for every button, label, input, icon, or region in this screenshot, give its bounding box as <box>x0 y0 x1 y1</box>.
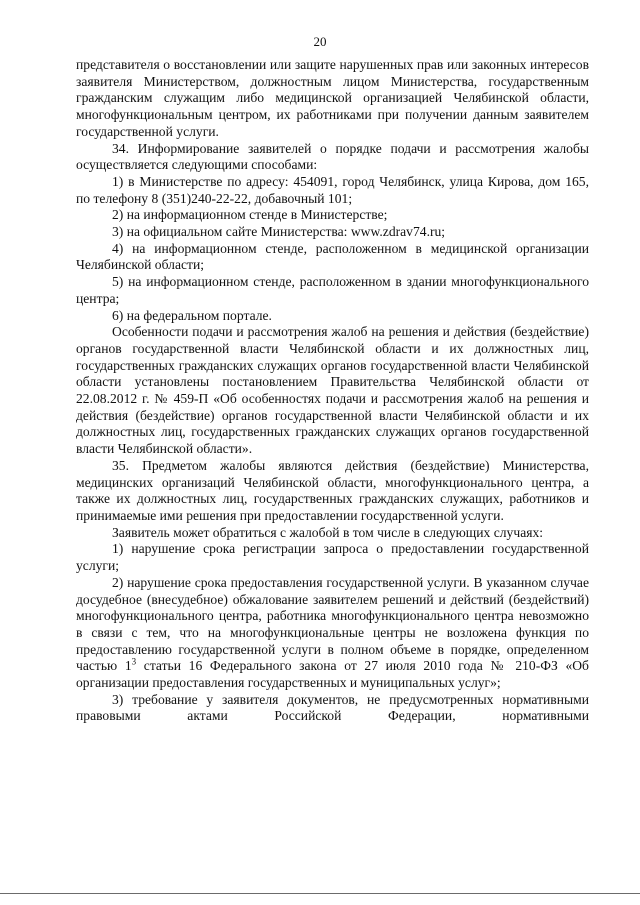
list-item-federal-portal: 6) на федеральном портале. <box>112 307 272 323</box>
page-bottom-rule <box>0 893 640 894</box>
list-item-info-stand-medical: 4) на информационном стенде, расположенном в медицинской организации Челябинской области; <box>76 240 589 273</box>
page-number: 20 <box>313 34 327 49</box>
list-item-info-stand-ministry: 2) на информационном стенде в Министерстве; <box>112 207 388 223</box>
paragraph-item-34: 34. Информирование заявителей о порядке подачи и рассмотрения жалобы осуществляется следующими способами: <box>76 140 589 173</box>
list-item-documents-requirement: 3) требование у заявителя документов, не предусмотренных нормативными правовыми актами Российской Федерации, нормативными <box>76 691 589 724</box>
paragraph-continuation: представителя о восстановлении или защите нарушенных прав или законных интересов заявителя Министерством, должностным лицом Министерства, государственным гражданским служащим либо медицинской организацией Челябинской области, многофункциональным центром, их работниками при получении данным заявителем государственной услуги. <box>76 57 589 139</box>
document-body <box>76 57 589 725</box>
list-item-service-deadline <box>76 575 589 692</box>
list-item-info-stand-mfc: 5) на информационном стенде, расположенном в здании многофункционального центра; <box>76 274 589 306</box>
paragraph-complaint-cases: Заявитель может обратиться с жалобой в том числе в следующих случаях: <box>112 524 544 540</box>
list-item-ministry-address: 1) в Министерстве по адресу: 454091, город Челябинск, улица Кирова, дом 165, по телефону 8 (351)240-22-22, добавочный 101; <box>76 173 589 206</box>
service-deadline-text-cont: статьи 16 Федерального закона от 27 июля 2010 года № 210-ФЗ «Об организации предоставления государственных и муниципальных услуг»; <box>76 658 589 691</box>
paragraph-complaint-features: Особенности подачи и рассмотрения жалоб на решения и действия (бездействие) органов государственной власти Челябинской области и их должностных лиц, государственных гражданских служащих органов государственной власти Челябинской области установлены постановлением Правительства Челябинской области от 22.08.2012 г. № 459-П «Об особенностях подачи и рассмотрения жалоб на решения и действия (бездействие) органов государственной власти Челябинской области и их должностных лиц, государственных гражданских служащих органов государственной власти Челябинской области». <box>76 324 589 457</box>
service-deadline-text: 2) нарушение срока предоставления государственной услуги. В указанном случае досудебное (внесудебное) обжалование заявителем решений и действий (бездействий) многофункционального центра, работника многофункционального центра невозможно в связи с тем, что на многофункциональные центры не возложена функция по предоставлению государственной услуги в полном объеме в порядке, определенном частью 1 <box>76 574 589 674</box>
list-item-registration-deadline: 1) нарушение срока регистрации запроса о предоставлении государственной услуги; <box>76 541 589 574</box>
superscript-mark: 3 <box>131 656 137 667</box>
paragraph-item-35: 35. Предметом жалобы являются действия (бездействие) Министерства, медицинских организаций Челябинской области, многофункционального центра, а также их должностных лиц, государственных гражданских служащих, работников и принимаемые ими решения при предоставлении государственной услуги. <box>76 457 589 523</box>
list-item-official-website: 3) на официальном сайте Министерства: www.zdrav74.ru; <box>112 224 446 240</box>
